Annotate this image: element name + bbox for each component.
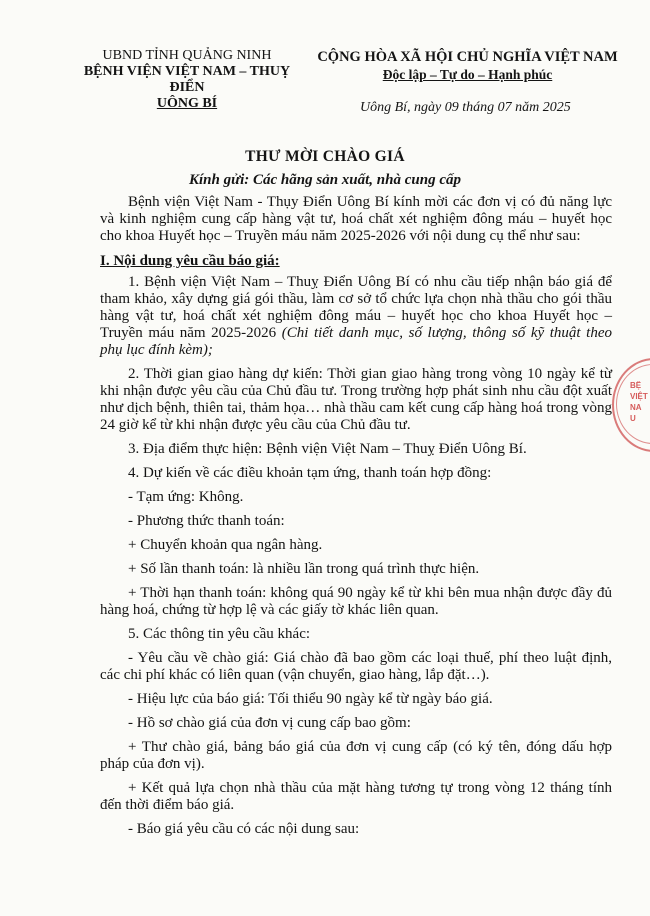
org-line-3: UÔNG BÍ <box>156 96 218 111</box>
item-3: 3. Địa điểm thực hiện: Bệnh viện Việt Nam – Thuỵ Điển Uông Bí. <box>128 441 527 457</box>
item-4-payment-method: - Phương thức thanh toán: <box>128 513 285 529</box>
item-5: 5. Các thông tin yêu cầu khác: <box>128 626 311 642</box>
item-4-advance: - Tạm ứng: Không. <box>128 489 244 505</box>
item-1 <box>100 274 612 359</box>
item-4-payment-term: + Thời hạn thanh toán: không quá 90 ngày kể từ khi bên mua nhận được đầy đủ hàng hoá, chứng từ hợp lệ và các giấy tờ khác liên quan. <box>100 585 612 618</box>
item-4-transfer: + Chuyển khoản qua ngân hàng. <box>128 537 323 553</box>
item-5-dossier-letter: + Thư chào giá, bảng báo giá của đơn vị cung cấp (có ký tên, đóng dấu hợp pháp của đơn vị). <box>100 739 612 772</box>
document-title: THƯ MỜI CHÀO GIÁ <box>245 148 405 165</box>
org-line-2: BỆNH VIỆN VIỆT NAM – THUỴ ĐIỂN <box>83 64 291 95</box>
document-date: Uông Bí, ngày 09 tháng 07 năm 2025 <box>360 100 571 115</box>
issuing-organization <box>72 48 302 112</box>
national-motto: Độc lập – Tự do – Hạnh phúc <box>382 67 553 82</box>
item-4: 4. Dự kiến về các điều khoản tạm ứng, thanh toán hợp đồng: <box>128 465 492 481</box>
seal-lettering: BỆ VIỆT NA U <box>630 381 648 423</box>
item-1-note: (Chi tiết danh mục, số lượng, thông số kỹ thuật theo phụ lục đính kèm); <box>100 325 612 358</box>
section-1-heading: I. Nội dung yêu cầu báo giá: <box>100 253 280 269</box>
item-5-dossier: - Hồ sơ chào giá của đơn vị cung cấp bao gồm: <box>128 715 411 731</box>
nation-name: CỘNG HÒA XÃ HỘI CHỦ NGHĨA VIỆT NAM <box>317 49 618 65</box>
recipient-line: Kính gửi: Các hãng sản xuất, nhà cung cấp <box>189 172 461 188</box>
item-1-text: 1. Bệnh viện Việt Nam – Thuỵ Điển Uông Bí có nhu cầu tiếp nhận báo giá để tham khảo, xây dựng giá gói thầu, làm cơ sở tổ chức lựa chọn nhà thầu cho gói thầu hàng vật tư, hoá chất xét nghiệm đông máu – huyết học cho khoa Huyết học – Truyền máu năm 2025-2026 <box>100 274 612 341</box>
item-4-installments: + Số lần thanh toán: là nhiều lần trong quá trình thực hiện. <box>128 561 480 577</box>
document-body <box>100 194 612 845</box>
item-2: 2. Thời gian giao hàng dự kiến: Thời gian giao hàng trong vòng 10 ngày kể từ khi nhận được yêu cầu của Chủ đầu tư. Trong trường hợp phát sinh nhu cầu đột xuất như dịch bệnh, thiên tai, thảm họa… nhà thầu cam kết cung cấp hàng hoá trong vòng 24 giờ kể từ khi nhận được yêu cầu của Chủ đầu tư. <box>100 366 612 433</box>
item-5-quote-requirement: - Yêu cầu về chào giá: Giá chào đã bao gồm các loại thuế, phí theo luật định, các chi phí khác có liên quan (vận chuyển, giao hàng, lắp đặt…). <box>100 650 612 683</box>
item-5-validity: - Hiệu lực của báo giá: Tối thiểu 90 ngày kể từ ngày báo giá. <box>128 691 493 707</box>
item-5-quote-contents: - Báo giá yêu cầu có các nội dung sau: <box>128 821 360 837</box>
intro-paragraph: Bệnh viện Việt Nam - Thụy Điển Uông Bí kính mời các đơn vị có đủ năng lực và kinh nghiệm cung cấp hàng vật tư, hoá chất xét nghiệm đông máu – huyết học cho khoa Huyết học – Truyền máu năm 2025-2026 với nội dung cụ thể như sau: <box>100 194 612 244</box>
national-header <box>305 48 630 84</box>
item-5-dossier-results: + Kết quả lựa chọn nhà thầu của mặt hàng tương tự trong vòng 12 tháng tính đến thời điểm báo giá. <box>100 780 612 813</box>
org-line-1: UBND TỈNH QUẢNG NINH <box>102 48 272 63</box>
